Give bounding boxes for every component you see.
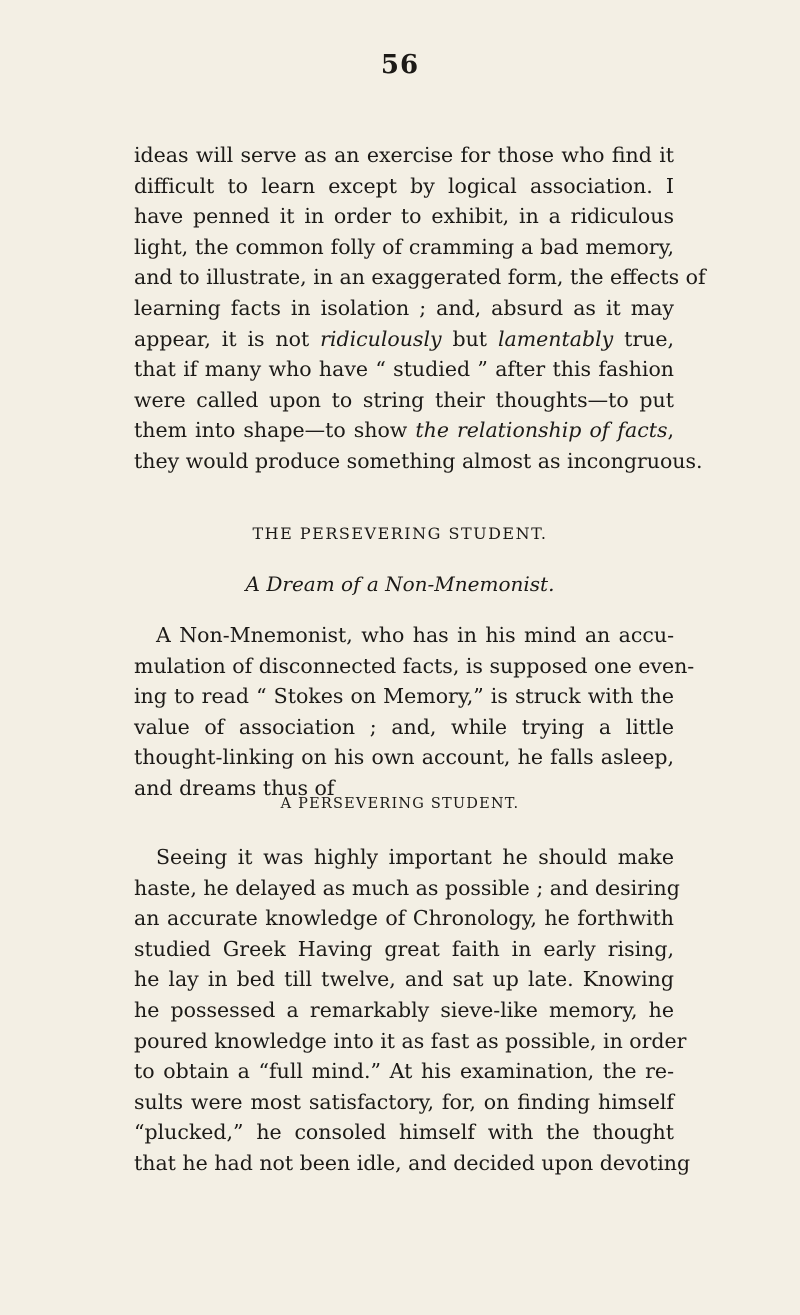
paragraph-line: he lay in bed till twelve, and sat up late. Knowing xyxy=(134,967,674,992)
paragraph-3 xyxy=(134,842,691,1179)
paragraph-line: value of association ; and, while trying a little xyxy=(134,714,674,739)
text-run: them into shape—to show xyxy=(134,418,416,443)
paragraph-line: ing to read “ Stokes on Memory,” is struck with the xyxy=(134,684,674,709)
section-subheading: A Dream of a Non-Mnemonist. xyxy=(245,572,555,596)
paragraph-line xyxy=(134,415,674,446)
text-run: but xyxy=(441,326,498,351)
paragraph-line: mulation of disconnected facts, is supposed one even- xyxy=(134,653,695,678)
italic-run: lamentably xyxy=(497,326,614,351)
paragraph-line: Seeing it was highly important he should make xyxy=(156,845,674,869)
paragraph-line: difficult to learn except by logical association. I xyxy=(134,173,674,198)
paragraph-line: and to illustrate, in an exaggerated form, the effects of xyxy=(134,265,706,290)
text-run: true, xyxy=(613,326,674,351)
paragraph-line: thought-linking on his own account, he falls asleep, xyxy=(134,745,674,770)
paragraph-line: an accurate knowledge of Chronology, he forthwith xyxy=(134,906,674,931)
paragraph-line: “plucked,” he consoled himself with the thought xyxy=(134,1120,674,1145)
paragraph-1 xyxy=(134,140,706,477)
text-run: appear, it is not xyxy=(134,326,321,351)
paragraph-line: to obtain a “full mind.” At his examination, the re- xyxy=(134,1059,674,1084)
paragraph-line: that if many who have “ studied ” after this fashion xyxy=(134,357,674,382)
paragraph-line: sults were most satisfactory, for, on finding himself xyxy=(134,1089,674,1114)
paragraph-line: learning facts in isolation ; and, absurd as it may xyxy=(134,295,674,320)
paragraph-line: A Non-Mnemonist, who has in his mind an accu- xyxy=(156,623,674,647)
italic-run: the relationship of facts xyxy=(415,418,668,443)
paragraph-line: have penned it in order to exhibit, in a ridiculous xyxy=(134,204,674,229)
paragraph-line: ideas will serve as an exercise for those who find it xyxy=(134,143,674,167)
text-run: , xyxy=(667,418,674,443)
paragraph-line: were called upon to string their thoughts—to put xyxy=(134,387,674,412)
paragraph-line: haste, he delayed as much as possible ; and desiring xyxy=(134,875,680,900)
page-number: 56 xyxy=(380,50,420,80)
paragraph-line: he possessed a remarkably sieve-like memory, he xyxy=(134,997,674,1022)
paragraph-line xyxy=(134,324,674,355)
paragraph-2 xyxy=(134,620,695,804)
paragraph-line: poured knowledge into it as fast as possible, in order xyxy=(134,1028,687,1053)
paragraph-line: and dreams thus of xyxy=(134,775,335,800)
paragraph-line: light, the common folly of cramming a bad memory, xyxy=(134,234,674,259)
paragraph-line: they would produce something almost as incongruous. xyxy=(134,448,703,473)
section-heading: THE PERSEVERING STUDENT. xyxy=(252,524,548,543)
paragraph-line: that he had not been idle, and decided upon devoting xyxy=(134,1150,691,1175)
story-heading: A PERSEVERING STUDENT. xyxy=(280,796,520,812)
paragraph-line: studied Greek Having great faith in early rising, xyxy=(134,936,674,961)
italic-run: ridiculously xyxy=(320,326,442,351)
